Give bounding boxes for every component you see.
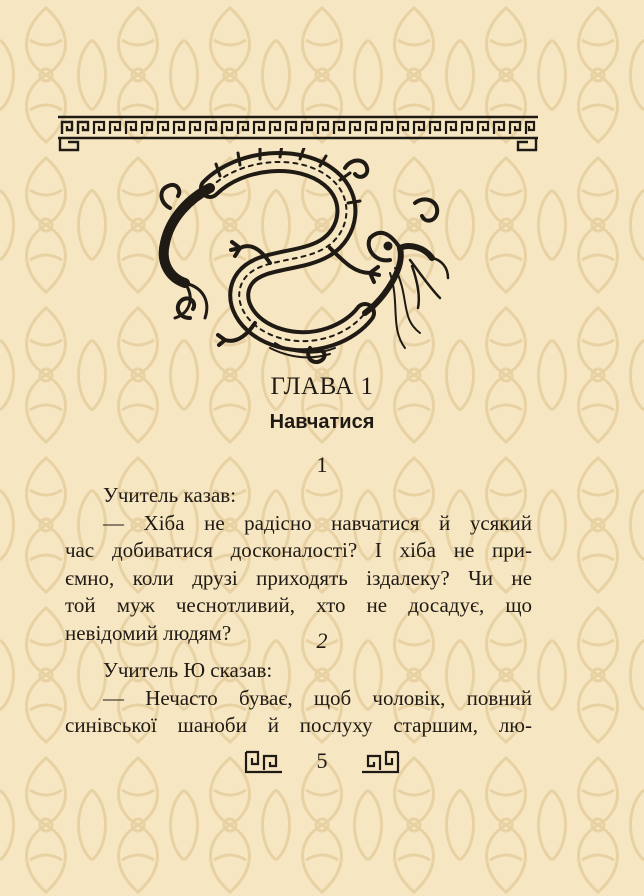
text-line: — Нечасто буває, щоб чоловік, повний bbox=[103, 685, 532, 710]
chapter-heading: ГЛАВА 1 bbox=[270, 373, 374, 400]
text-line: Учитель казав: bbox=[103, 483, 237, 507]
text-line: невідомий людям? bbox=[65, 620, 232, 645]
text-line: час добиватися досконалості? І хіба не при- bbox=[65, 538, 532, 562]
dragon-illustration bbox=[150, 148, 450, 366]
chapter-title: Навчатися bbox=[269, 411, 375, 433]
section-1-text bbox=[65, 482, 532, 647]
text-line: синівської шаноби й послуху старшим, лю- bbox=[65, 713, 532, 737]
section-2-text bbox=[65, 657, 532, 740]
section-number: 1 bbox=[316, 452, 328, 477]
section-number: 2 bbox=[316, 628, 328, 653]
text-line: — Хіба не радісно навчатися й усякий bbox=[103, 510, 532, 535]
text-line: той муж чеснотливий, хто не досадує, що bbox=[65, 593, 532, 617]
text-line: Учитель Ю сказав: bbox=[103, 658, 273, 682]
text-line: ємно, коли друзі приходять іздалеку? Чи не bbox=[65, 565, 532, 590]
page-number: 5 bbox=[316, 748, 328, 773]
